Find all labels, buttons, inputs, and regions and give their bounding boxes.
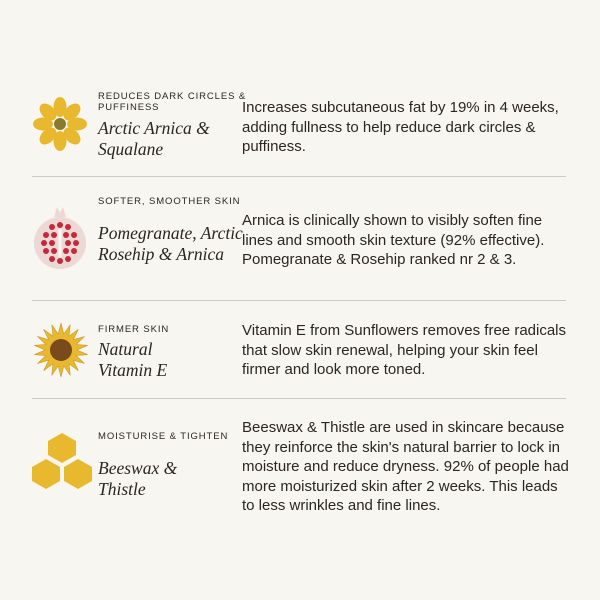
benefit-ingredients: Natural Vitamin E xyxy=(98,339,168,380)
divider xyxy=(32,398,566,399)
benefit-ingredients: Pomegranate, Arctic Rosehip & Arnica xyxy=(98,223,243,264)
benefit-category: SOFTER, SMOOTHER SKIN xyxy=(98,196,241,207)
sunflower-icon xyxy=(32,321,88,391)
benefit-ingredients: Beeswax & Thistle xyxy=(98,458,178,499)
divider xyxy=(32,300,566,301)
benefit-row-beeswax xyxy=(32,418,569,528)
benefit-description: Vitamin E from Sunflowers removes free radicals that slow skin renewal, helping your skin feel firmer and look more toned. xyxy=(242,322,567,378)
honeycomb-icon xyxy=(32,433,88,503)
benefit-description: Arnica is clinically shown to visibly soften fine lines and smooth skin texture (92% effective). Pomegranate & Rosehip ranked nr 2 & 3. xyxy=(242,212,545,268)
pomegranate-icon xyxy=(32,205,88,275)
benefit-description: Beeswax & Thistle are used in skincare because they reinforce the skin's natural barrier to lock in moisture and reduce dryness. 92% of people had more moisturized skin after 2 weeks. This leads to less wrinkles and fine lines. xyxy=(242,419,569,514)
benefit-row-pomegranate xyxy=(32,195,566,295)
divider xyxy=(32,176,566,177)
benefit-category: REDUCES DARK CIRCLES & PUFFINESS xyxy=(98,91,247,113)
benefit-ingredients: Arctic Arnica & Squalane xyxy=(98,118,210,159)
benefit-row-sunflower xyxy=(32,318,566,398)
benefit-category: FIRMER SKIN xyxy=(98,324,170,335)
benefit-category: MOISTURISE & TIGHTEN xyxy=(98,431,229,442)
arnica-flower-icon xyxy=(32,96,88,166)
benefit-description: Increases subcutaneous fat by 19% in 4 weeks, adding fullness to help reduce dark circles & puffiness. xyxy=(242,99,559,155)
benefit-row-arnica xyxy=(32,88,566,168)
